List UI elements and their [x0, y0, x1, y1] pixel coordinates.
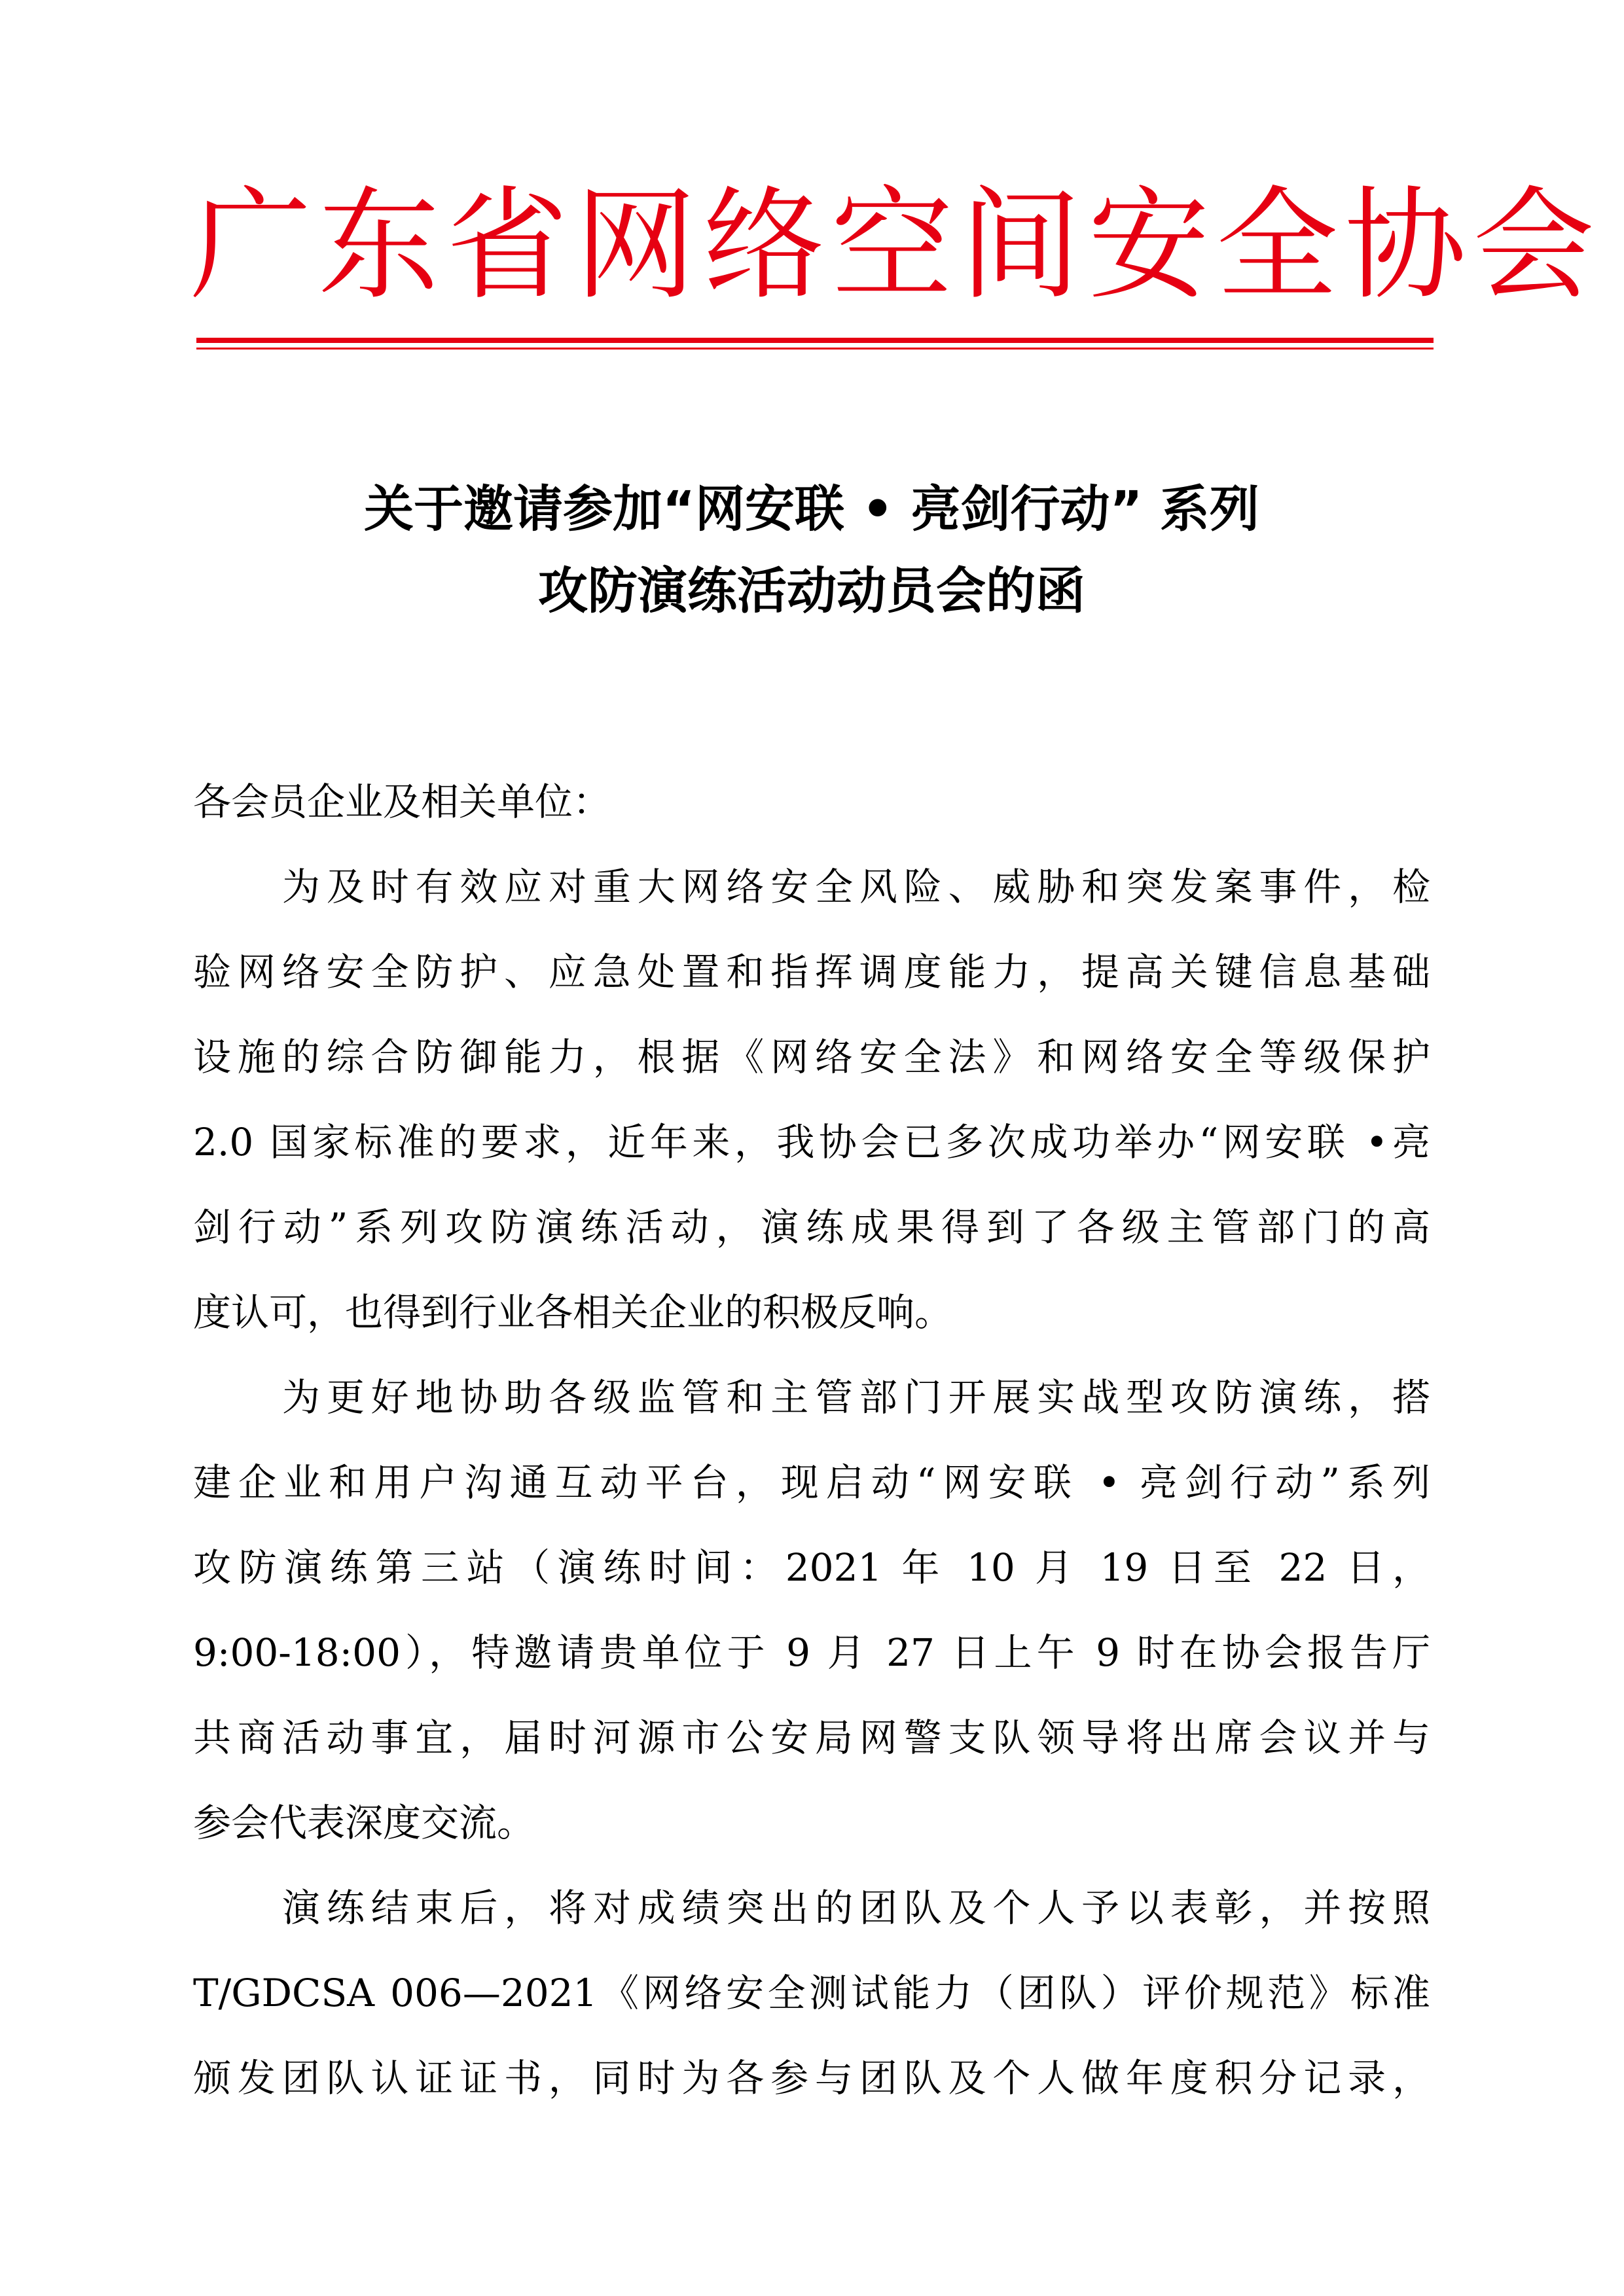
paragraph-2-line: 建企业和用户沟通互动平台，现启动“网安联 • 亮剑行动”系列: [193, 1460, 1430, 1505]
letterhead-red-rule-thin: [196, 348, 1434, 350]
paragraph-2-line: 为更好地协助各级监管和主管部门开展实战型攻防演练，搭: [282, 1375, 1430, 1420]
letterhead-organization-name: 广东省网络空间安全协会: [190, 174, 1602, 316]
title-line-1: 关于邀请参加“网安联 • 亮剑行动” 系列: [364, 480, 1259, 538]
letterhead-red-rule-thick: [196, 338, 1434, 343]
paragraph-1-line: 2.0 国家标准的要求，近年来，我协会已多次成功举办“网安联 •亮: [193, 1120, 1430, 1164]
paragraph-3-line: 颁发团队认证证书，同时为各参与团队及个人做年度积分记录，: [193, 2056, 1430, 2100]
paragraph-2-line: 共商活动事宜，届时河源市公安局网警支队领导将出席会议并与: [193, 1715, 1430, 1760]
letter-body: [193, 759, 1430, 2121]
paragraph-2-line: 攻防演练第三站（演练时间：2021 年 10 月 19 日至 22 日，: [193, 1545, 1430, 1590]
salutation: 各会员企业及相关单位：: [193, 780, 611, 824]
paragraph-2-line: 9:00-18:00），特邀请贵单位于 9 月 27 日上午 9 时在协会报告厅: [193, 1630, 1430, 1675]
paragraph-3-line: T/GDCSA 006—2021《网络安全测试能力（团队）评价规范》标准: [193, 1971, 1430, 2015]
paragraph-1-line: 为及时有效应对重大网络安全风险、威胁和突发案事件，检: [282, 865, 1430, 909]
paragraph-1-line: 剑行动”系列攻防演练活动，演练成果得到了各级主管部门的高: [193, 1205, 1430, 1249]
paragraph-2-line: 参会代表深度交流。: [193, 1801, 535, 1845]
paragraph-1-line: 验网络安全防护、应急处置和指挥调度能力，提高关键信息基础: [193, 950, 1430, 994]
title-line-2: 攻防演练活动动员会的函: [538, 562, 1085, 620]
paragraph-3-line: 演练结束后，将对成绩突出的团队及个人予以表彰，并按照: [282, 1886, 1430, 1930]
paragraph-1-line: 度认可，也得到行业各相关企业的积极反响。: [193, 1290, 953, 1335]
document-title: [196, 468, 1427, 632]
paragraph-1-line: 设施的综合防御能力，根据《网络安全法》和网络安全等级保护: [193, 1035, 1430, 1079]
